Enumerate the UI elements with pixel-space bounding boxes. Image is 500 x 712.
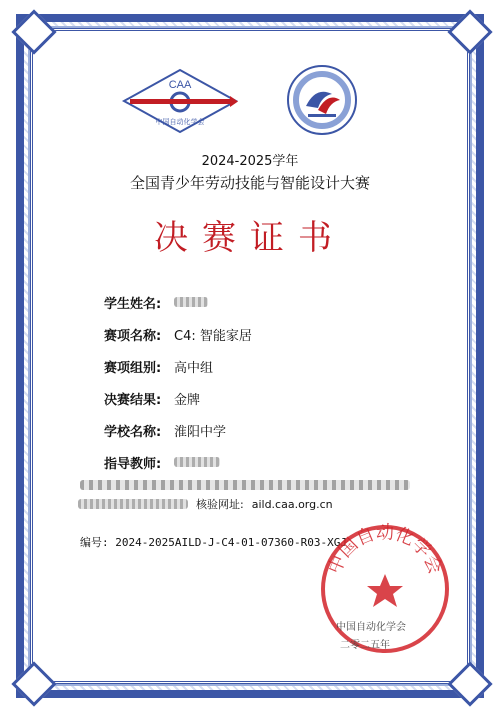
certificate-serial-number: 编号: 2024-2025AILD-J-C4-01-07360-R03-XGJ — [80, 536, 348, 549]
redacted-instructor-name — [174, 457, 220, 467]
redacted-student-name — [174, 297, 208, 307]
field-label: 决赛结果: — [104, 392, 162, 408]
competition-emblem — [286, 64, 358, 136]
verification-row — [78, 496, 333, 512]
field-label: 学生姓名: — [104, 296, 162, 312]
caa-logo-text: CAA — [168, 79, 192, 91]
redacted-remark-line — [80, 480, 410, 490]
field-label: 指导教师: — [104, 456, 162, 472]
caa-logo-subtitle: 中国自动化学会 — [155, 118, 205, 126]
field-value: 淮阳中学 — [174, 424, 227, 440]
competition-name: 全国青少年劳动技能与智能设计大赛 — [129, 174, 370, 192]
field-event-group — [104, 350, 252, 382]
seal-org-name: 中国自动化学会 — [336, 622, 406, 633]
verify-label: 核验网址: — [196, 498, 244, 511]
field-school-name — [104, 414, 252, 446]
svg-text:中国自动化学会: 中国自动化学会 — [324, 522, 446, 578]
field-label: 赛项组别: — [104, 360, 162, 376]
academic-year: 2024-2025学年 — [201, 154, 299, 169]
field-value: C4: 智能家居 — [174, 328, 252, 344]
field-label: 赛项名称: — [104, 328, 162, 344]
field-final-result — [104, 382, 252, 414]
seal-date: 二零二五年 — [340, 640, 390, 651]
field-student-name — [104, 286, 252, 318]
field-value: 金牌 — [174, 392, 201, 408]
certificate-fields — [104, 286, 252, 478]
field-value: 高中组 — [174, 360, 214, 376]
redacted-verify-code — [78, 499, 188, 509]
certificate-title: 决赛证书 — [154, 218, 346, 258]
verify-url: aild.caa.org.cn — [251, 497, 333, 511]
field-instructor — [104, 446, 252, 478]
field-event-name — [104, 318, 252, 350]
field-label: 学校名称: — [104, 424, 162, 440]
caa-logo — [120, 66, 240, 136]
